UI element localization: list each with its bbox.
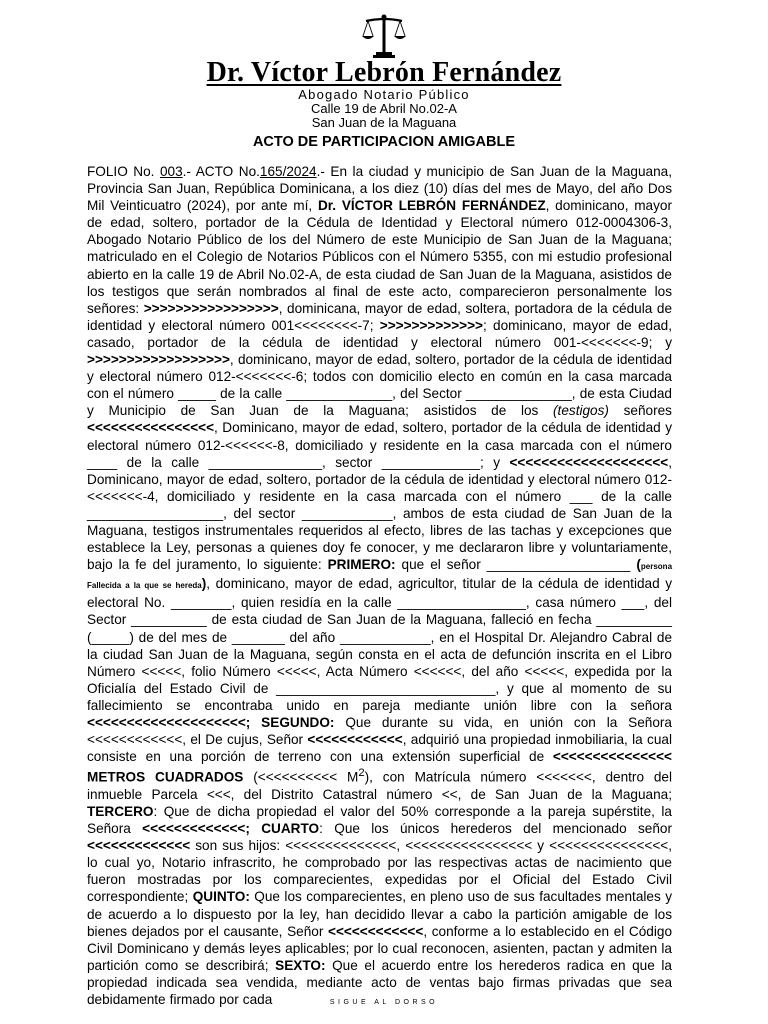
clause-segundo: <<<<<<<<<<<<<<<<<<<<; SEGUNDO: — [87, 715, 335, 730]
notary-name: Dr. Víctor Lebrón Fernández — [206, 57, 562, 88]
body-text: , adquirió una propiedad inmobiliaria, la cual consiste en una porción de terreno con una extensión superficial de — [87, 732, 672, 765]
document-title: ACTO DE PARTICIPACION AMIGABLE — [252, 134, 516, 150]
clause-cuarto: <<<<<<<<<<<<<; CUARTO — [142, 821, 320, 837]
body-text: , Dominicano, mayor de edad, soltero, portador de la cédula de identidad y electoral número 012-<<<<<<<-4, domiciliado y residente en la casa marcada con el número ___ de la calle __________________, del sector ____________, ambos de esta ciudad de San Juan de la Maguana, testigos instrumentales requeridos al efecto, libres de las tachas y excepciones que establece la Ley, personas a quienes doy fe conocer, y me declararon libre y voluntariamente, bajo la fe del juramento, lo siguiente: — [87, 454, 672, 573]
placeholder-party-2: >>>>>>>>>>>>> — [379, 317, 483, 333]
clause-quinto: QUINTO: — [192, 889, 250, 905]
placeholder-decujus: <<<<<<<<<<<< — [307, 732, 403, 748]
body-text: Que el acuerdo entre los herederos radica en que la propiedad indicada sea vendida, mediante acto de ventas bajo firmas privadas que sea debidamente firmado por cada — [87, 957, 672, 1008]
body-text: , dominicana, mayor de edad, soltera, portadora de la cédula de identidad y electoral número 001<<<<<<<<-7; — [87, 300, 672, 333]
body-text: , conforme a lo establecido en el Código Civil Dominicano y demás leyes aplicables; por lo cual reconocen, asienten, pactan y admiten la partición como se describirá; — [87, 923, 673, 973]
metros-cuadrados: <<<<<<<<<<<<<<< METROS CUADRADOS — [87, 749, 672, 785]
notary-address: Calle 19 de Abril No.02-A — [311, 101, 457, 116]
body-text: , dominicano, mayor de edad, soltero, portador de la Cédula de Identidad y Electoral número 012-0004306-3, Abogado Notario Público de los del Número de este Municipio de San Juan de la Maguana; matriculado en el Colegio de Notarios Públicos con el Número 5355, con mi estudio profesional abierto en la calle 19 de Abril No.02-A, de esta ciudad de San Juan de la Maguana, asistidos de los testigos que serán nombrados al final de este acto, comparecieron personalmente los señores: — [87, 198, 672, 316]
body-text: , dominicano, mayor de edad, soltero, portador de la cédula de identidad y electoral número 012-<<<<<<<-6; todos con domicilio electo en común en la casa marcada con el número _____ de la calle ______________, del Sector ______________, de esta Ciudad y Municipio de San Juan de la Maguana; asistidos de los — [87, 352, 672, 419]
paren-close: ) — [201, 576, 207, 592]
clause-tercero: TERCERO — [87, 804, 154, 819]
body-text: , Dominicano, mayor de edad, soltero, portador de la cédula de identidad y electoral número 012-<<<<<<-8, domiciliado y residente en la casa marcada con el número ____ de la calle _______________, sector _____________; y — [87, 420, 672, 470]
body-text: son sus hijos: <<<<<<<<<<<<<<, <<<<<<<<<<<<<<<< y <<<<<<<<<<<<<<<, lo cual yo, Notario infrascrito, he comprobado por las respectivas actas de nacimiento que fueron mostradas por los comparecientes, expedidas por el Oficial del Estado Civil correspondiente; — [87, 838, 672, 905]
placeholder-party-1: >>>>>>>>>>>>>>>>> — [143, 300, 279, 316]
notary-city: San Juan de la Maguana — [311, 115, 457, 130]
notary-name-inline: Dr. VÍCTOR LEBRÓN FERNÁNDEZ — [317, 198, 546, 214]
paren-open: ( — [636, 557, 641, 573]
body-text: , dominicano, mayor de edad, agricultor, titular de la cédula de identidad y electoral No. ________, quien residía en la calle _________________, casa número ___, del Sector __________ de esta ciudad de San Juan de la Maguana, falleció en fecha __________ (_____) de del mes de _______ del año ____________, en el Hospital Dr. Alejandro Cabral de la ciudad San Juan de la Maguana, según consta en el acta de defunción inscrita en el Libro Número <<<<<, folio Número <<<<<, Acta Número <<<<<<, del año <<<<<, expedida por la Oficialía del Estado Civil de _____________________________, y que al momento de su fallecimiento se encontraba unido en pareja mediante unión libre con la señora — [87, 576, 673, 713]
placeholder-witness-2: <<<<<<<<<<<<<<<<<<<< — [509, 454, 669, 470]
body-text: ), con Matrícula número <<<<<<<, dentro del inmueble Parcela <<<, del Distrito Catastral número <<, de San Juan de la Maguana; — [87, 769, 673, 802]
document-body — [87, 163, 672, 1008]
placeholder-senor: <<<<<<<<<<<<< — [87, 838, 191, 854]
body-text: FOLIO No. — [87, 164, 160, 179]
folio-number: 003 — [159, 164, 183, 179]
body-text: (<<<<<<<<<< M — [243, 769, 359, 785]
testigos-label: (testigos) — [553, 403, 609, 419]
placeholder-party-3: >>>>>>>>>>>>>>>>>> — [87, 352, 230, 368]
placeholder-causante: <<<<<<<<<<<< — [328, 923, 424, 939]
body-text: que el señor ___________________ — [395, 557, 637, 573]
body-text: .- ACTO No. — [182, 164, 260, 179]
notary-role: Abogado Notario Público — [298, 87, 470, 102]
deceased-note: persona Fallecida a la que se hereda — [87, 562, 673, 591]
body-text: .- En la ciudad y municipio de San Juan de la Maguana, Provincia San Juan, República Dominicana, a los diez (10) días del mes de Mayo, del año Dos Mil Veinticuatro (2024), por ante mí, — [87, 164, 672, 214]
body-text: ; dominicano, mayor de edad, casado, portador de la cédula de identidad y electoral número 001-<<<<<<<-9; y — [87, 317, 672, 350]
body-text: Que durante su vida, en unión con la Señora <<<<<<<<<<<<, el De cujus, Señor — [87, 715, 672, 748]
superscript-two: 2 — [358, 767, 365, 780]
clause-primero: PRIMERO: — [327, 557, 396, 573]
footer-continued-note: SIGUE AL DORSO — [329, 999, 439, 1006]
acto-number: 165/2024 — [259, 164, 317, 179]
body-text: señores — [608, 403, 672, 419]
body-text: Que los comparecientes, en pleno uso de sus facultades mentales y de acuerdo a lo dispuesto por la ley, han decidido llevar a cabo la partición amigable de los bienes dejados por el causante, Señor — [87, 889, 672, 939]
placeholder-witness-1: <<<<<<<<<<<<<<<< — [87, 420, 215, 436]
clause-sexto: SEXTO: — [275, 957, 326, 973]
body-text: : Que los únicos herederos del mencionado señor — [319, 821, 672, 837]
body-text: : Que de dicha propiedad el valor del 50% corresponde a la pareja supérstite, la Señora — [87, 804, 672, 837]
scales-of-justice-icon — [360, 12, 408, 58]
